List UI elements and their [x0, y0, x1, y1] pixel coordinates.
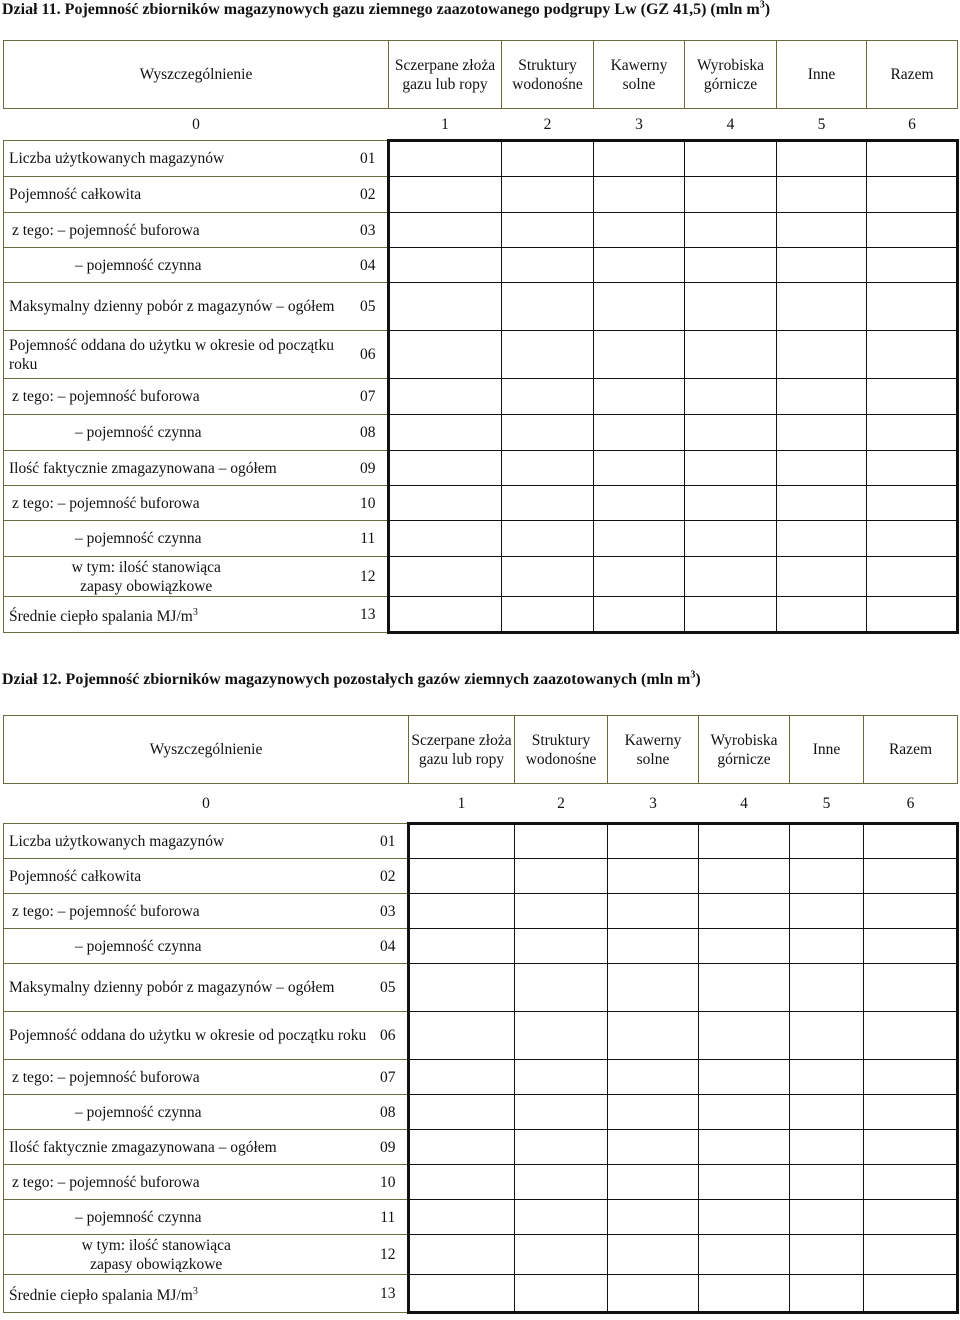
row-label-text: Pojemność oddana do użytku w okresie od początku roku: [9, 1027, 367, 1044]
input-cell-col-4[interactable]: [685, 248, 777, 283]
input-cell-col-1[interactable]: [409, 1012, 515, 1060]
row-code: 13: [349, 597, 389, 633]
row-code: 13: [369, 1275, 409, 1313]
row-label: [4, 824, 369, 859]
column-number: 1: [441, 115, 449, 133]
row-label-text: – pojemność czynna: [75, 1208, 202, 1226]
input-cell-col-5[interactable]: [777, 177, 867, 213]
input-cell-col-2[interactable]: [515, 1012, 608, 1060]
row-code: 12: [369, 1235, 409, 1275]
input-cell-col-3[interactable]: [594, 597, 685, 633]
table-row: [4, 597, 958, 633]
input-cell-col-1[interactable]: [409, 859, 515, 894]
input-cell-col-2[interactable]: [502, 379, 594, 415]
table-row: [4, 1275, 958, 1313]
input-cell-col-6[interactable]: [867, 379, 958, 415]
input-cell-col-5[interactable]: [790, 1200, 864, 1235]
row-label: [4, 557, 349, 597]
input-cell-col-1[interactable]: [409, 929, 515, 964]
input-cell-col-2[interactable]: [515, 929, 608, 964]
input-cell-col-5[interactable]: [777, 248, 867, 283]
row-label: [4, 1165, 369, 1200]
input-cell-col-6[interactable]: [864, 1012, 958, 1060]
input-cell-col-3[interactable]: [594, 248, 685, 283]
input-cell-col-3[interactable]: [594, 177, 685, 213]
input-cell-col-5[interactable]: [790, 1275, 864, 1313]
input-cell-col-3[interactable]: [594, 451, 685, 486]
input-cell-col-6[interactable]: [867, 177, 958, 213]
input-cell-col-6[interactable]: [867, 597, 958, 633]
row-label: [4, 1130, 369, 1165]
row-code: 03: [369, 894, 409, 929]
input-cell-col-4[interactable]: [699, 1275, 790, 1313]
column-number: 6: [908, 115, 916, 133]
table-row: [4, 248, 958, 283]
input-cell-col-6[interactable]: [867, 213, 958, 248]
header-cell-kawerny: Kawerny solne: [594, 41, 685, 109]
row-code: 11: [369, 1200, 409, 1235]
input-cell-col-6[interactable]: [867, 486, 958, 521]
input-cell-col-6[interactable]: [867, 283, 958, 331]
input-cell-col-6[interactable]: [864, 1275, 958, 1313]
header-cell-sczerpane: Sczerpane złoża gazu lub ropy: [389, 41, 502, 109]
row-label-text: Ilość faktycznie zmagazynowana – ogółem: [9, 1138, 277, 1156]
table-row: [4, 521, 958, 557]
header-cell-wyrobiska: Wyrobiska górnicze: [699, 716, 790, 784]
input-cell-col-1[interactable]: [389, 486, 502, 521]
input-cell-col-5[interactable]: [777, 213, 867, 248]
table-row: [4, 1235, 958, 1275]
input-cell-col-5[interactable]: [777, 331, 867, 379]
input-cell-col-2[interactable]: [502, 213, 594, 248]
row-label: [4, 451, 349, 486]
row-label-text: w tym: ilość stanowiąca zapasy obowiązkowe: [71, 558, 221, 595]
input-cell-col-1[interactable]: [409, 1165, 515, 1200]
row-code: 08: [369, 1095, 409, 1130]
header-cell-inne: Inne: [777, 41, 867, 109]
input-cell-col-2[interactable]: [502, 248, 594, 283]
input-cell-col-4[interactable]: [685, 557, 777, 597]
input-cell-col-6[interactable]: [864, 1200, 958, 1235]
header-row: [4, 41, 958, 109]
input-cell-col-4[interactable]: [699, 929, 790, 964]
table-row: [4, 486, 958, 521]
input-cell-col-3[interactable]: [608, 1200, 699, 1235]
input-cell-col-3[interactable]: [608, 1012, 699, 1060]
column-number: 0: [192, 116, 200, 133]
header-cell-inne: Inne: [790, 716, 864, 784]
row-code: 10: [349, 486, 389, 521]
input-cell-col-4[interactable]: [685, 283, 777, 331]
row-label: [4, 1200, 369, 1235]
input-cell-col-1[interactable]: [409, 1200, 515, 1235]
row-code: 06: [369, 1012, 409, 1060]
table-row: [4, 929, 958, 964]
row-label: [4, 964, 369, 1012]
input-cell-col-3[interactable]: [608, 1235, 699, 1275]
row-label: [4, 1060, 369, 1095]
input-cell-col-2[interactable]: [502, 415, 594, 451]
input-cell-col-5[interactable]: [790, 894, 864, 929]
row-code: 09: [349, 451, 389, 486]
column-number: 2: [543, 115, 552, 133]
row-label-text: Maksymalny dzienny pobór z magazynów – ogółem: [9, 979, 335, 996]
input-cell-col-1[interactable]: [409, 1235, 515, 1275]
input-cell-col-2[interactable]: [515, 1060, 608, 1095]
input-cell-col-3[interactable]: [594, 557, 685, 597]
input-cell-col-6[interactable]: [864, 1165, 958, 1200]
row-label: [4, 379, 349, 415]
input-cell-col-6[interactable]: [867, 415, 958, 451]
row-code: 02: [349, 177, 389, 213]
table-row: [4, 1060, 958, 1095]
input-cell-col-1[interactable]: [409, 1130, 515, 1165]
input-cell-col-1[interactable]: [409, 964, 515, 1012]
input-cell-col-1[interactable]: [389, 451, 502, 486]
row-code: 07: [349, 379, 389, 415]
input-cell-col-6[interactable]: [864, 929, 958, 964]
row-label-text: Pojemność oddana do użytku w okresie od początku roku: [9, 336, 334, 373]
header-cell-struktury: Struktury wodonośne: [502, 41, 594, 109]
input-cell-col-5[interactable]: [790, 964, 864, 1012]
header-row: [4, 716, 958, 784]
input-cell-col-6[interactable]: [867, 451, 958, 486]
row-label: [4, 597, 349, 633]
input-cell-col-6[interactable]: [864, 1235, 958, 1275]
row-code: 09: [369, 1130, 409, 1165]
input-cell-col-6[interactable]: [867, 141, 958, 177]
column-number-row: [4, 784, 958, 824]
header-cell-kawerny: Kawerny solne: [608, 716, 699, 784]
row-code: 10: [369, 1165, 409, 1200]
column-number: 4: [740, 794, 748, 812]
row-label-superscript: 3: [192, 606, 198, 618]
input-cell-col-2[interactable]: [515, 1165, 608, 1200]
header-cell-wyrobiska: Wyrobiska górnicze: [685, 41, 777, 109]
row-label-text: w tym: ilość stanowiąca zapasy obowiązkowe: [81, 1236, 231, 1273]
input-cell-col-6[interactable]: [864, 1060, 958, 1095]
row-code: 03: [349, 213, 389, 248]
row-label-text: – pojemność czynna: [75, 1103, 202, 1121]
header-cell-razem: Razem: [867, 41, 958, 109]
row-label-text: Średnie ciepło spalania MJ/m: [9, 1287, 193, 1305]
row-label: [4, 1095, 369, 1130]
row-label: [4, 141, 349, 177]
row-code: 11: [349, 521, 389, 557]
header-cell-wyszczegolnienie: Wyszczególnienie: [4, 41, 389, 109]
row-label: [4, 859, 369, 894]
header-cell-wyszczegolnienie: Wyszczególnienie: [4, 716, 409, 784]
input-cell-col-3[interactable]: [608, 894, 699, 929]
row-label: [4, 177, 349, 213]
input-cell-col-4[interactable]: [699, 964, 790, 1012]
row-label: [4, 1235, 369, 1275]
section-12-table: [3, 715, 959, 1314]
row-label-text: Ilość faktycznie zmagazynowana – ogółem: [9, 459, 277, 477]
input-cell-col-5[interactable]: [777, 141, 867, 177]
input-cell-col-4[interactable]: [685, 521, 777, 557]
input-cell-col-5[interactable]: [790, 1130, 864, 1165]
row-label: [4, 331, 349, 379]
table-row: [4, 1095, 958, 1130]
column-number: 1: [457, 794, 466, 812]
row-label: [4, 894, 369, 929]
input-cell-col-1[interactable]: [389, 415, 502, 451]
column-number: 0: [202, 795, 210, 812]
input-cell-col-4[interactable]: [685, 379, 777, 415]
input-cell-col-5[interactable]: [777, 379, 867, 415]
input-cell-col-5[interactable]: [790, 1095, 864, 1130]
input-cell-col-6[interactable]: [864, 859, 958, 894]
input-cell-col-4[interactable]: [685, 331, 777, 379]
row-label-text: Liczba użytkowanych magazynów: [9, 150, 225, 167]
input-cell-col-2[interactable]: [502, 177, 594, 213]
input-cell-col-5[interactable]: [777, 415, 867, 451]
row-code: 06: [349, 331, 389, 379]
table-row: [4, 331, 958, 379]
row-label: [4, 283, 349, 331]
section-11-title: Dział 11. Pojemność zbiorników magazynowych gazu ziemnego zaazotowanego podgrupy Lw (GZ 41,5) (mln $m^3$): [2, 0, 771, 18]
column-number: 3: [635, 115, 643, 133]
row-code: 05: [349, 283, 389, 331]
input-cell-col-2[interactable]: [502, 486, 594, 521]
row-label: [4, 213, 349, 248]
input-cell-col-5[interactable]: [790, 1012, 864, 1060]
input-cell-col-2[interactable]: [515, 1200, 608, 1235]
input-cell-col-5[interactable]: [777, 283, 867, 331]
input-cell-col-5[interactable]: [777, 557, 867, 597]
table-row: [4, 177, 958, 213]
input-cell-col-6[interactable]: [864, 894, 958, 929]
input-cell-col-1[interactable]: [389, 557, 502, 597]
table-row: [4, 1012, 958, 1060]
row-code: 08: [349, 415, 389, 451]
input-cell-col-1[interactable]: [409, 894, 515, 929]
row-code: 04: [369, 929, 409, 964]
input-cell-col-2[interactable]: [515, 1235, 608, 1275]
input-cell-col-2[interactable]: [515, 824, 608, 859]
input-cell-col-2[interactable]: [502, 557, 594, 597]
input-cell-col-3[interactable]: [608, 1275, 699, 1313]
row-label-text: z tego: – pojemność buforowa: [12, 902, 200, 920]
input-cell-col-3[interactable]: [594, 521, 685, 557]
row-label-superscript: 3: [192, 1285, 198, 1297]
input-cell-col-1[interactable]: [389, 379, 502, 415]
input-cell-col-2[interactable]: [502, 331, 594, 379]
input-cell-col-1[interactable]: [389, 213, 502, 248]
row-label-text: z tego: – pojemność buforowa: [12, 221, 200, 239]
input-cell-col-4[interactable]: [685, 415, 777, 451]
row-label: [4, 415, 349, 451]
input-cell-col-2[interactable]: [515, 964, 608, 1012]
input-cell-col-1[interactable]: [409, 824, 515, 859]
input-cell-col-4[interactable]: [699, 859, 790, 894]
input-cell-col-2[interactable]: [515, 859, 608, 894]
column-number: 2: [557, 794, 565, 812]
input-cell-col-4[interactable]: [685, 141, 777, 177]
input-cell-col-1[interactable]: [409, 1095, 515, 1130]
input-cell-col-5[interactable]: [790, 1060, 864, 1095]
row-label: [4, 521, 349, 557]
column-number: 3: [649, 794, 657, 812]
table-row: [4, 1200, 958, 1235]
input-cell-col-3[interactable]: [594, 283, 685, 331]
row-label: [4, 929, 369, 964]
row-label-text: Średnie ciepło spalania MJ/m: [9, 608, 193, 626]
row-code: 02: [369, 859, 409, 894]
table-row: [4, 283, 958, 331]
input-cell-col-1[interactable]: [389, 331, 502, 379]
row-label: [4, 486, 349, 521]
header-cell-sczerpane: Sczerpane złoża gazu lub ropy: [409, 716, 515, 784]
row-label-text: – pojemność czynna: [75, 424, 202, 441]
input-cell-col-3[interactable]: [594, 141, 685, 177]
input-cell-col-5[interactable]: [777, 486, 867, 521]
input-cell-col-4[interactable]: [699, 1012, 790, 1060]
input-cell-col-5[interactable]: [777, 521, 867, 557]
row-label-text: Pojemność całkowita: [9, 186, 142, 203]
input-cell-col-4[interactable]: [699, 1060, 790, 1095]
row-label-text: Maksymalny dzienny pobór z magazynów – ogółem: [9, 298, 335, 315]
row-code: 01: [369, 824, 409, 859]
input-cell-col-5[interactable]: [790, 1235, 864, 1275]
input-cell-col-6[interactable]: [867, 557, 958, 597]
input-cell-col-4[interactable]: [699, 1165, 790, 1200]
input-cell-col-3[interactable]: [608, 859, 699, 894]
input-cell-col-4[interactable]: [685, 486, 777, 521]
input-cell-col-4[interactable]: [699, 824, 790, 859]
input-cell-col-6[interactable]: [864, 1130, 958, 1165]
input-cell-col-5[interactable]: [790, 1165, 864, 1200]
input-cell-col-2[interactable]: [515, 894, 608, 929]
column-number: 4: [726, 115, 735, 133]
input-cell-col-3[interactable]: [608, 1095, 699, 1130]
table-row: [4, 1130, 958, 1165]
column-number: 5: [822, 794, 831, 812]
input-cell-col-4[interactable]: [699, 894, 790, 929]
input-cell-col-6[interactable]: [867, 248, 958, 283]
input-cell-col-3[interactable]: [608, 1165, 699, 1200]
row-code: 07: [369, 1060, 409, 1095]
row-label-text: z tego: – pojemność buforowa: [12, 494, 200, 512]
input-cell-col-3[interactable]: [594, 213, 685, 248]
section-12-title: Dział 12. Pojemność zbiorników magazynowych pozostałych gazów ziemnych zaazotowanych (mln $m^3$): [2, 669, 701, 688]
row-label-text: Liczba użytkowanych magazynów: [9, 832, 225, 850]
table-row: [4, 415, 958, 451]
input-cell-col-2[interactable]: [502, 521, 594, 557]
row-code: 12: [349, 557, 389, 597]
input-cell-col-4[interactable]: [685, 451, 777, 486]
row-label-text: z tego: – pojemność buforowa: [12, 1173, 200, 1191]
row-code: 01: [349, 141, 389, 177]
input-cell-col-4[interactable]: [685, 177, 777, 213]
input-cell-col-1[interactable]: [389, 248, 502, 283]
table-row: [4, 1165, 958, 1200]
table-row: [4, 824, 958, 859]
input-cell-col-6[interactable]: [864, 964, 958, 1012]
header-cell-razem: Razem: [864, 716, 958, 784]
table-row: [4, 213, 958, 248]
header-cell-struktury: Struktury wodonośne: [515, 716, 608, 784]
input-cell-col-1[interactable]: [389, 177, 502, 213]
row-label: [4, 1012, 369, 1060]
input-cell-col-5[interactable]: [790, 824, 864, 859]
input-cell-col-1[interactable]: [389, 141, 502, 177]
input-cell-col-4[interactable]: [699, 1200, 790, 1235]
input-cell-col-1[interactable]: [409, 1275, 515, 1313]
row-label-text: – pojemność czynna: [75, 256, 202, 274]
input-cell-col-6[interactable]: [864, 824, 958, 859]
input-cell-col-2[interactable]: [502, 451, 594, 486]
row-label-text: – pojemność czynna: [75, 530, 202, 547]
column-number: 6: [906, 794, 915, 812]
input-cell-col-2[interactable]: [515, 1275, 608, 1313]
table-row: [4, 141, 958, 177]
input-cell-col-2[interactable]: [515, 1130, 608, 1165]
input-cell-col-1[interactable]: [389, 521, 502, 557]
input-cell-col-6[interactable]: [867, 521, 958, 557]
input-cell-col-6[interactable]: [867, 331, 958, 379]
input-cell-col-4[interactable]: [699, 1235, 790, 1275]
table-row: [4, 894, 958, 929]
input-cell-col-2[interactable]: [515, 1095, 608, 1130]
input-cell-col-2[interactable]: [502, 597, 594, 633]
input-cell-col-2[interactable]: [502, 283, 594, 331]
row-code: 05: [369, 964, 409, 1012]
row-label-text: z tego: – pojemność buforowa: [12, 1068, 200, 1086]
row-label: [4, 248, 349, 283]
table-row: [4, 859, 958, 894]
input-cell-col-4[interactable]: [699, 1130, 790, 1165]
input-cell-col-3[interactable]: [608, 1060, 699, 1095]
input-cell-col-4[interactable]: [685, 213, 777, 248]
row-code: 04: [349, 248, 389, 283]
input-cell-col-4[interactable]: [685, 597, 777, 633]
input-cell-col-3[interactable]: [594, 486, 685, 521]
input-cell-col-5[interactable]: [790, 859, 864, 894]
row-label-text: Pojemność całkowita: [9, 867, 142, 885]
table-row: [4, 557, 958, 597]
input-cell-col-6[interactable]: [864, 1095, 958, 1130]
input-cell-col-3[interactable]: [608, 1130, 699, 1165]
input-cell-col-5[interactable]: [777, 451, 867, 486]
input-cell-col-2[interactable]: [502, 141, 594, 177]
input-cell-col-3[interactable]: [594, 415, 685, 451]
input-cell-col-3[interactable]: [608, 964, 699, 1012]
input-cell-col-5[interactable]: [777, 597, 867, 633]
input-cell-col-3[interactable]: [608, 929, 699, 964]
table-row: [4, 964, 958, 1012]
input-cell-col-4[interactable]: [699, 1095, 790, 1130]
row-label-text: – pojemność czynna: [75, 937, 202, 955]
row-label: [4, 1275, 369, 1313]
table-row: [4, 451, 958, 486]
input-cell-col-1[interactable]: [389, 597, 502, 633]
input-cell-col-1[interactable]: [389, 283, 502, 331]
row-label-text: z tego: – pojemność buforowa: [12, 388, 200, 405]
input-cell-col-3[interactable]: [594, 379, 685, 415]
input-cell-col-3[interactable]: [608, 824, 699, 859]
section-11-table: [3, 40, 959, 634]
input-cell-col-3[interactable]: [594, 331, 685, 379]
column-number-row: [4, 109, 958, 141]
column-number: 5: [817, 115, 826, 133]
table-row: [4, 379, 958, 415]
input-cell-col-1[interactable]: [409, 1060, 515, 1095]
input-cell-col-5[interactable]: [790, 929, 864, 964]
